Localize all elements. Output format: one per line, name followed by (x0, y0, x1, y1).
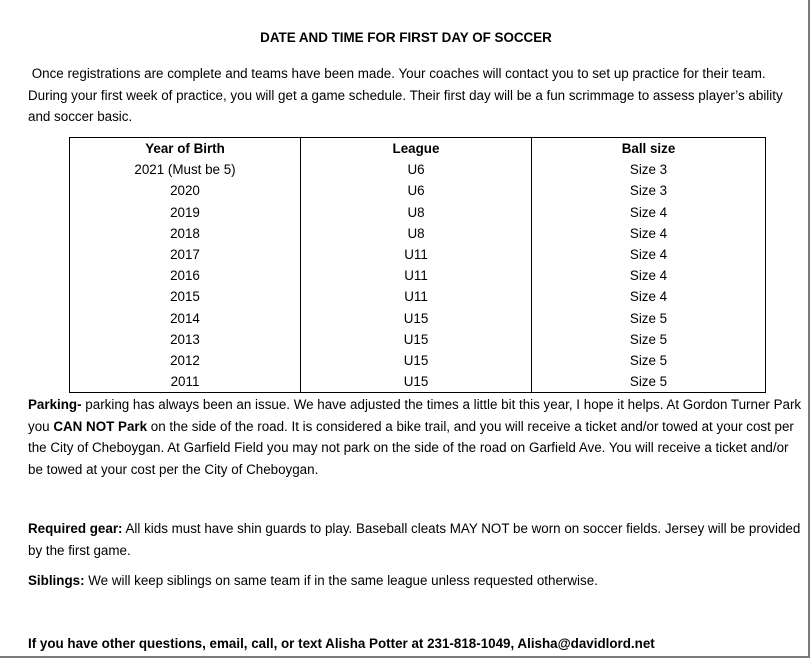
table-row (70, 308, 766, 329)
table-row (70, 202, 766, 223)
cell-league: U15 (301, 308, 532, 329)
cell-ball-size: Size 5 (532, 329, 766, 350)
table-row (70, 244, 766, 265)
cell-year-of-birth: 2011 (70, 371, 301, 393)
cell-year-of-birth: 2021 (Must be 5) (70, 159, 301, 180)
cell-year-of-birth: 2019 (70, 202, 301, 223)
cell-ball-size: Size 5 (532, 308, 766, 329)
cell-year-of-birth: 2012 (70, 350, 301, 371)
cell-league: U15 (301, 350, 532, 371)
header-ball-size: Ball size (532, 138, 766, 160)
cell-ball-size: Size 4 (532, 223, 766, 244)
cell-year-of-birth: 2017 (70, 244, 301, 265)
header-year-of-birth: Year of Birth (70, 138, 301, 160)
cell-ball-size: Size 4 (532, 202, 766, 223)
cell-league: U6 (301, 159, 532, 180)
parking-text-1: parking has always been an issue. We have adjusted the times a little bit this year, I hope it helps. At Gordon Turner Park you (28, 397, 802, 434)
cell-ball-size: Size 5 (532, 350, 766, 371)
parking-label: Parking- (28, 397, 82, 412)
document-title: DATE AND TIME FOR FIRST DAY OF SOCCER (260, 30, 552, 45)
table-row (70, 223, 766, 244)
cell-league: U8 (301, 202, 532, 223)
cell-year-of-birth: 2016 (70, 265, 301, 286)
required-gear-paragraph (28, 518, 803, 561)
siblings-paragraph (28, 570, 803, 592)
siblings-text: We will keep siblings on same team if in the same league unless requested otherwise. (84, 573, 598, 588)
table-row (70, 159, 766, 180)
cell-league: U15 (301, 371, 532, 393)
cell-ball-size: Size 4 (532, 265, 766, 286)
cell-year-of-birth: 2013 (70, 329, 301, 350)
parking-text-2: on the side of the road. It is considered a bike trail, and you will receive a ticket and/or towed at your cost per the City of Cheboygan. At Garfield Field you may not park on the side of the road on Garfield Ave. You will receive a ticket and/or be towed at your cost per the City of Cheboygan. (28, 418, 794, 477)
cell-league: U11 (301, 244, 532, 265)
gear-text: All kids must have shin guards to play. Baseball cleats MAY NOT be worn on soccer fields. Jersey will be provided by the first game. (28, 521, 801, 558)
cell-ball-size: Size 4 (532, 244, 766, 265)
cell-ball-size: Size 5 (532, 371, 766, 393)
table-row (70, 329, 766, 350)
cell-league: U11 (301, 286, 532, 307)
table-row (70, 350, 766, 371)
table-row (70, 286, 766, 307)
siblings-label: Siblings: (28, 573, 85, 588)
gear-label: Required gear: (28, 521, 123, 536)
contact-line: If you have other questions, email, call, or text Alisha Potter at 231-818-1049, Alisha@davidlord.net (28, 636, 655, 651)
intro-paragraph: Once registrations are complete and teams have been made. Your coaches will contact you to set up practice for their team. During your first week of practice, you will get a game schedule. Their first day will be a fun scrimmage to assess player’s ability and soccer basic. (28, 66, 787, 124)
cell-year-of-birth: 2018 (70, 223, 301, 244)
birth-year-table (69, 137, 766, 393)
cell-year-of-birth: 2020 (70, 180, 301, 201)
parking-emphasis: CAN NOT Park (53, 418, 148, 434)
header-league: League (301, 138, 532, 160)
parking-paragraph (28, 394, 803, 480)
cell-ball-size: Size 4 (532, 286, 766, 307)
cell-ball-size: Size 3 (532, 180, 766, 201)
table-row (70, 180, 766, 201)
cell-league: U11 (301, 265, 532, 286)
cell-league: U8 (301, 223, 532, 244)
table-row (70, 265, 766, 286)
table-row (70, 371, 766, 393)
cell-league: U6 (301, 180, 532, 201)
cell-year-of-birth: 2014 (70, 308, 301, 329)
cell-year-of-birth: 2015 (70, 286, 301, 307)
cell-league: U15 (301, 329, 532, 350)
cell-ball-size: Size 3 (532, 159, 766, 180)
table-header-row (70, 138, 766, 160)
